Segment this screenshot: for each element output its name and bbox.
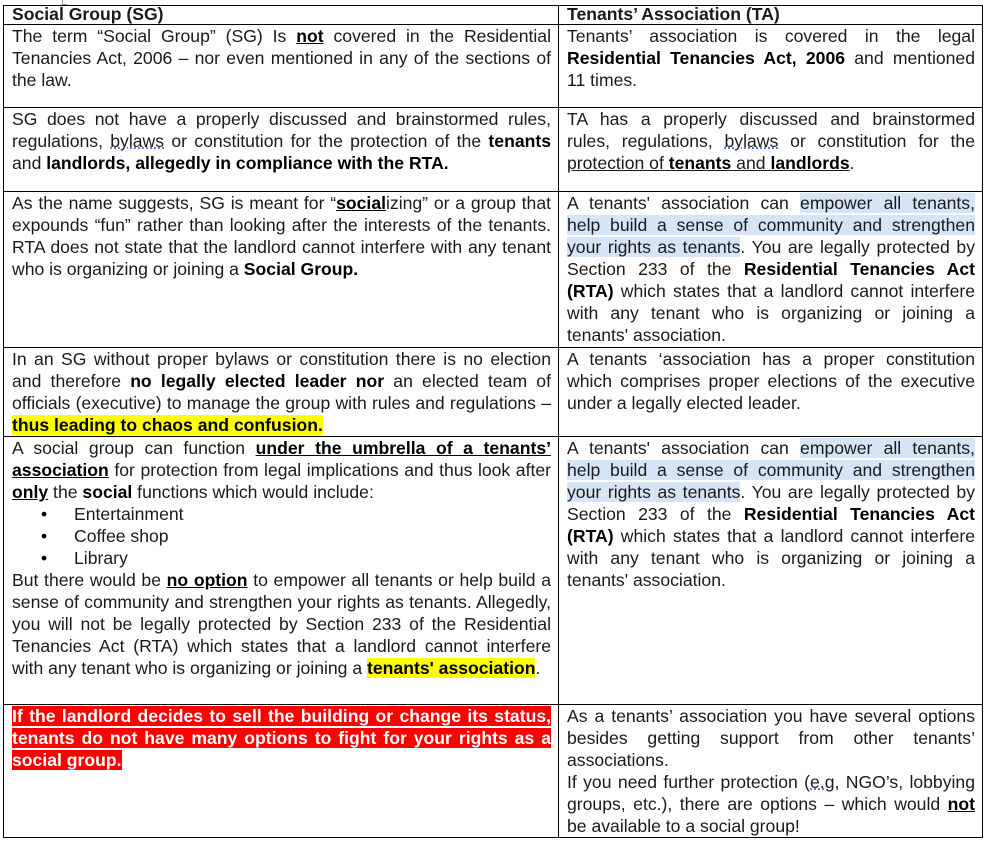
sg-cell: If the landlord decides to sell the building or change its status, tenants do not have many options to fight for your rights as a social group. — [4, 705, 559, 838]
table-row — [4, 192, 983, 348]
ta-cell: TA has a properly discussed and brainstormed rules, regulations, bylaws or constitution for the protection of tenants and landlords. — [559, 108, 983, 192]
sg-cell: As the name suggests, SG is meant for “socializing” or a group that expounds “fun” rather than looking after the interests of the tenants. RTA does not state that the landlord cannot interfere with any tenant who is organizing or joining a Social Group. — [4, 192, 559, 348]
list-item: • Entertainment — [74, 503, 551, 525]
comparison-table — [3, 5, 983, 838]
table-row — [4, 108, 983, 192]
sg-cell: SG does not have a properly discussed and brainstormed rules, regulations, bylaws or constitution for the protection of the tenants and landlords, allegedly in compliance with the RTA. — [4, 108, 559, 192]
table-row — [4, 25, 983, 108]
functions-list — [12, 503, 551, 569]
list-item: • Coffee shop — [74, 525, 551, 547]
sg-cell: In an SG without proper bylaws or constitution there is no election and therefore no legally elected leader nor an elected team of officials (executive) to manage the group with rules and regulations – thus leading to chaos and confusion. — [4, 348, 559, 437]
header-row — [4, 6, 983, 25]
ta-cell: As a tenants’ association you have several options besides getting support from other tenants’ associations. If you need further protection (e.g, NGO’s, lobbying groups, etc.), there are options – which would not be available to a social group! — [559, 705, 983, 838]
sg-cell: The term “Social Group” (SG) Is not covered in the Residential Tenancies Act, 2006 – nor even mentioned in any of the sections of the law. — [4, 25, 559, 108]
sg-paragraph: But there would be no option to empower all tenants or help build a sense of community and strengthen your rights as tenants. Allegedly, you will not be legally protected by Section 233 of the Residential Tenancies Act (RTA) which states that a landlord cannot interfere with any tenant who is organizing or joining a tenants' association. — [12, 570, 551, 678]
list-item: • Library — [74, 547, 551, 569]
sg-paragraph: A social group can function under the umbrella of a tenants’ association for protection from legal implications and thus look after only the social functions which would include: — [12, 438, 551, 502]
header-social-group: Social Group (SG) — [4, 6, 559, 25]
ta-cell: A tenants' association can empower all tenants, help build a sense of community and strengthen your rights as tenants. You are legally protected by Section 233 of the Residential Tenancies Act (RTA) which states that a landlord cannot interfere with any tenant who is organizing or joining a tenants' association. — [559, 192, 983, 348]
ta-cell: A tenants' association can empower all tenants, help build a sense of community and strengthen your rights as tenants. You are legally protected by Section 233 of the Residential Tenancies Act (RTA) which states that a landlord cannot interfere with any tenant who is organizing or joining a tenants' association. — [559, 437, 983, 705]
table-row — [4, 705, 983, 838]
header-tenants-association: Tenants’ Association (TA) — [559, 6, 983, 25]
ta-cell: Tenants’ association is covered in the legal Residential Tenancies Act, 2006 and mentioned 11 times. — [559, 25, 983, 108]
table-row — [4, 348, 983, 437]
ta-cell: A tenants ‘association has a proper constitution which comprises proper elections of the executive under a legally elected leader. — [559, 348, 983, 437]
sg-cell — [4, 437, 559, 705]
table-row — [4, 437, 983, 705]
